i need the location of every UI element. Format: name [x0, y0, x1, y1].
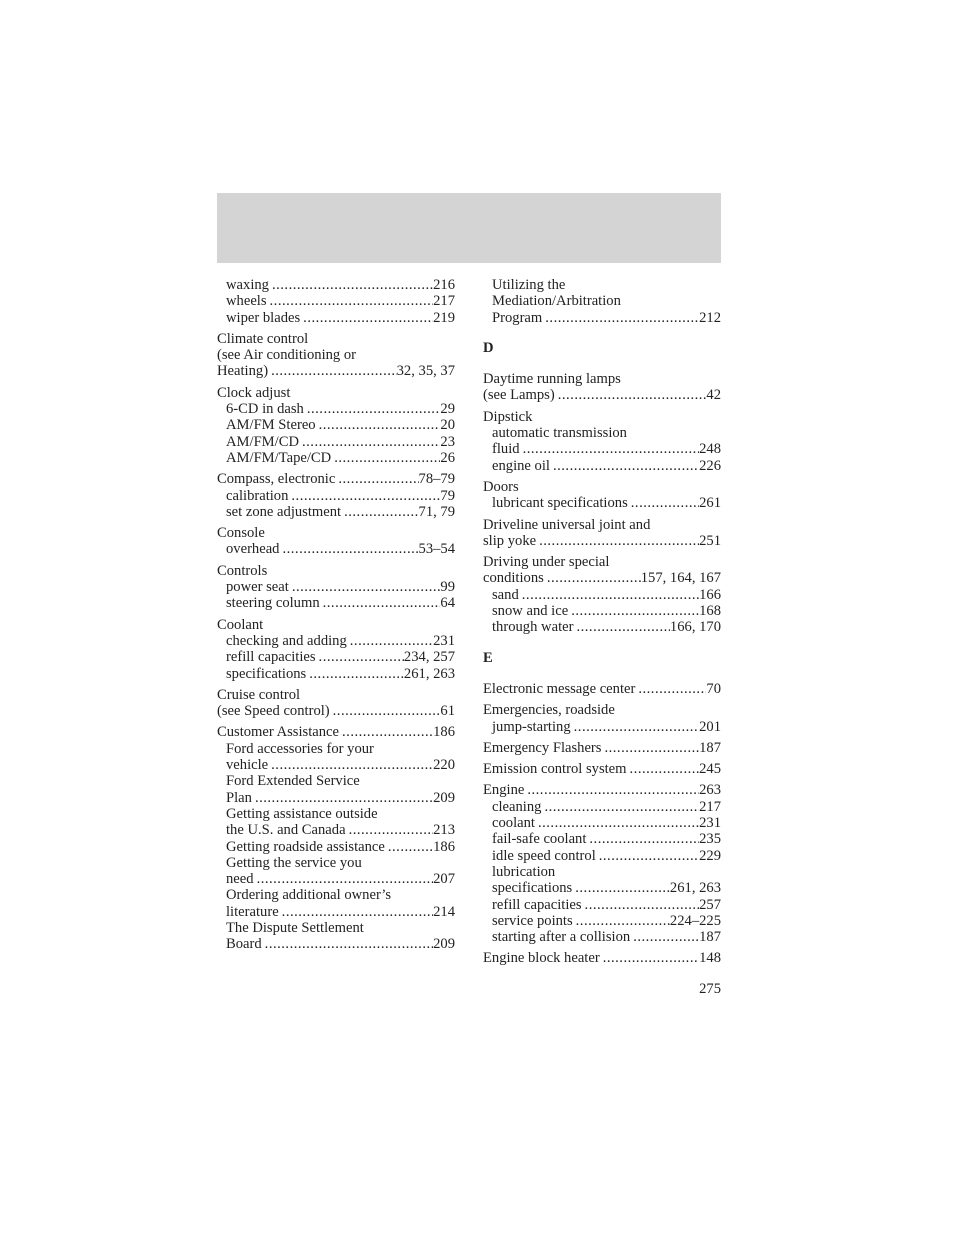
page-reference: 61: [440, 703, 455, 720]
index-subentry-line: [217, 277, 455, 293]
page-reference: 70: [706, 680, 721, 697]
entry-text: Emission control system: [483, 761, 627, 778]
index-subentry-line: [217, 293, 455, 309]
entry-text: Getting the service you: [226, 854, 362, 871]
page-reference: 64: [440, 595, 455, 612]
entry-text: Plan: [226, 789, 252, 806]
index-subentry-line: [483, 880, 721, 896]
index-entry: [483, 277, 721, 326]
entry-text: wheels: [226, 293, 267, 310]
index-entry-line: [483, 371, 721, 387]
entry-text: The Dispute Settlement: [226, 919, 364, 936]
index-subentry-line: [217, 839, 455, 855]
index-entry: [217, 563, 455, 612]
index-subentry-line: [483, 619, 721, 635]
index-subentry-line: [217, 855, 455, 871]
entry-text: specifications: [226, 665, 307, 682]
index-subentry-line: [217, 822, 455, 838]
entry-text: Emergencies, roadside: [483, 702, 615, 719]
entry-text: (see Air conditioning or: [217, 347, 357, 364]
index-subentry-line: [483, 277, 721, 293]
dot-leader: [582, 897, 700, 913]
page-reference: 78–79: [418, 471, 455, 488]
index-entry: [217, 471, 455, 520]
entry-text: Dipstick: [483, 408, 533, 425]
entry-text: specifications: [492, 880, 573, 897]
dot-leader: [316, 649, 404, 665]
entry-text: Ford accessories for your: [226, 740, 374, 757]
dot-leader: [568, 603, 699, 619]
index-entry-line: [483, 570, 721, 586]
index-subentry-line: [217, 806, 455, 822]
index-entry: [483, 702, 721, 735]
page-reference: 248: [699, 441, 721, 458]
page-reference: 32, 35, 37: [396, 363, 455, 380]
entry-text: Doors: [483, 478, 519, 495]
index-entry: [217, 385, 455, 466]
index-entry-line: [217, 617, 455, 633]
index-subentry-line: [217, 417, 455, 433]
index-entry: [217, 277, 455, 326]
section-letter: E: [483, 649, 493, 666]
entry-text: slip yoke: [483, 532, 537, 549]
index-entry: [483, 782, 721, 945]
entry-text: the U.S. and Canada: [226, 822, 346, 839]
entry-text: Customer Assistance: [217, 724, 340, 741]
page-reference: 20: [440, 417, 455, 434]
entry-text: Coolant: [217, 616, 264, 633]
index-subentry-line: [217, 757, 455, 773]
dot-leader: [268, 757, 433, 773]
index-subentry-line: [483, 310, 721, 326]
index-entry-line: [217, 525, 455, 541]
page-reference: 257: [699, 896, 721, 913]
entry-text: (see Lamps): [483, 387, 555, 404]
entry-text: Controls: [217, 562, 268, 579]
index-entry: [483, 681, 721, 697]
entry-text: Driveline universal joint and: [483, 516, 651, 533]
index-subentry-line: [217, 541, 455, 557]
entry-text: idle speed control: [492, 847, 596, 864]
dot-leader: [262, 936, 433, 952]
entry-text: Heating): [217, 363, 269, 380]
entry-text: Climate control: [217, 330, 309, 347]
dot-leader: [520, 441, 700, 457]
dot-leader: [385, 839, 433, 855]
index-subentry-line: [483, 864, 721, 880]
index-subentry-line: [217, 666, 455, 682]
entry-text: lubrication: [492, 863, 556, 880]
page-reference: 261: [699, 495, 721, 512]
entry-text: literature: [226, 903, 279, 920]
index-subentry-line: [217, 773, 455, 789]
index-subentry-line: [217, 488, 455, 504]
dot-leader: [304, 401, 441, 417]
entry-text: Compass, electronic: [217, 471, 336, 488]
dot-leader: [339, 724, 433, 740]
page-reference: 209: [433, 789, 455, 806]
dot-leader: [572, 880, 670, 896]
index-subentry-line: [217, 790, 455, 806]
dot-leader: [341, 504, 418, 520]
index-subentry-line: [483, 897, 721, 913]
page-reference: 234, 257: [403, 649, 455, 666]
entry-text: AM/FM/CD: [226, 433, 299, 450]
dot-leader: [320, 595, 441, 611]
entry-text: fail-safe coolant: [492, 831, 587, 848]
page-reference: 166, 170: [669, 619, 721, 636]
entry-text: refill capacities: [226, 649, 316, 666]
dot-leader: [331, 450, 440, 466]
entry-text: AM/FM Stereo: [226, 417, 316, 434]
page-reference: 229: [699, 847, 721, 864]
index-subentry-line: [217, 310, 455, 326]
index-entry-line: [483, 517, 721, 533]
index-entry: [217, 687, 455, 720]
index-entry-line: [483, 409, 721, 425]
index-entry: [483, 761, 721, 777]
dot-leader: [535, 815, 699, 831]
index-entry-line: [483, 387, 721, 403]
index-subentry-line: [483, 495, 721, 511]
index-column-left: [217, 277, 455, 958]
dot-leader: [279, 541, 418, 557]
index-subentry-line: [217, 904, 455, 920]
dot-leader: [288, 488, 440, 504]
dot-leader: [600, 950, 699, 966]
dot-leader: [635, 681, 706, 697]
page-number: 275: [699, 981, 721, 997]
dot-leader: [300, 310, 433, 326]
dot-leader: [586, 831, 699, 847]
index-subentry-line: [483, 929, 721, 945]
index-subentry-line: [483, 719, 721, 735]
index-subentry-line: [217, 633, 455, 649]
page-reference: 217: [433, 293, 455, 310]
entry-text: Emergency Flashers: [483, 739, 602, 756]
page-reference: 99: [440, 579, 455, 596]
dot-leader: [316, 417, 441, 433]
entry-text: lubricant specifications: [492, 495, 628, 512]
page-reference: 157, 164, 167: [640, 570, 721, 587]
page-reference: 187: [699, 739, 721, 756]
index-entry: [217, 525, 455, 558]
entry-text: waxing: [226, 277, 269, 293]
index-entry-line: [483, 740, 721, 756]
page-reference: 209: [433, 936, 455, 953]
index-subentry-line: [483, 441, 721, 457]
dot-leader: [536, 533, 699, 549]
index-column-right: [483, 277, 721, 972]
index-subentry-line: [483, 848, 721, 864]
page-reference: 224–225: [669, 912, 721, 929]
page-reference: 79: [440, 487, 455, 504]
dot-leader: [524, 782, 699, 798]
entry-text: jump-starting: [492, 718, 571, 735]
index-entry-line: [483, 702, 721, 718]
page-reference: 26: [440, 449, 455, 466]
page-reference: 166: [699, 586, 721, 603]
index-subentry-line: [217, 649, 455, 665]
dot-leader: [299, 434, 440, 450]
index-subentry-line: [483, 587, 721, 603]
entry-text: wiper blades: [226, 309, 301, 326]
index-entry: [483, 479, 721, 512]
page-reference: 261, 263: [669, 880, 721, 897]
page-reference: 231: [433, 632, 455, 649]
index-subentry-line: [217, 887, 455, 903]
page-reference: 245: [699, 761, 721, 778]
dot-leader: [330, 703, 441, 719]
index-entry: [217, 331, 455, 380]
index-entry-line: [217, 724, 455, 740]
dot-leader: [269, 277, 433, 293]
dot-leader: [519, 587, 699, 603]
entry-text: Daytime running lamps: [483, 371, 621, 388]
index-entry-line: [217, 563, 455, 579]
entry-text: Electronic message center: [483, 680, 636, 697]
entry-text: Engine: [483, 782, 525, 799]
index-entry-line: [483, 950, 721, 966]
dot-leader: [630, 929, 699, 945]
dot-leader: [555, 387, 707, 403]
entry-text: coolant: [492, 815, 535, 832]
page-reference: 235: [699, 831, 721, 848]
index-subentry-line: [217, 579, 455, 595]
index-subentry-line: [483, 425, 721, 441]
entry-text: calibration: [226, 487, 289, 504]
dot-leader: [254, 871, 434, 887]
dot-leader: [596, 848, 699, 864]
entry-text: AM/FM/Tape/CD: [226, 449, 332, 466]
entry-text: power seat: [226, 579, 289, 596]
index-subentry-line: [217, 741, 455, 757]
dot-leader: [289, 579, 441, 595]
dot-leader: [335, 471, 418, 487]
index-subentry-line: [217, 401, 455, 417]
entry-text: refill capacities: [492, 896, 582, 913]
entry-text: set zone adjustment: [226, 503, 342, 520]
index-subentry-line: [483, 458, 721, 474]
index-entry-line: [483, 554, 721, 570]
dot-leader: [306, 666, 404, 682]
index-entry: [483, 740, 721, 756]
dot-leader: [347, 633, 433, 649]
entry-text: Board: [226, 936, 262, 953]
page-reference: 53–54: [418, 541, 455, 558]
page-reference: 251: [699, 532, 721, 549]
dot-leader: [268, 363, 397, 379]
index-subentry-line: [217, 595, 455, 611]
page-reference: 187: [699, 929, 721, 946]
entry-text: (see Speed control): [217, 703, 330, 720]
index-subentry-line: [217, 434, 455, 450]
dot-leader: [628, 495, 699, 511]
index-entry-line: [217, 471, 455, 487]
index-entry-line: [483, 761, 721, 777]
page-reference: 42: [706, 387, 721, 404]
page-reference: 212: [699, 309, 721, 326]
page-reference: 148: [699, 950, 721, 967]
page-reference: 186: [433, 724, 455, 741]
page-reference: 261, 263: [403, 665, 455, 682]
index-entry: [483, 371, 721, 404]
dot-leader: [571, 719, 699, 735]
index-entry-line: [217, 385, 455, 401]
index-entry-line: [483, 681, 721, 697]
dot-leader: [544, 570, 641, 586]
entry-text: steering column: [226, 595, 320, 612]
entry-text: through water: [492, 619, 574, 636]
index-entry-line: [483, 782, 721, 798]
dot-leader: [541, 799, 699, 815]
dot-leader: [573, 619, 669, 635]
entry-text: Console: [217, 525, 265, 542]
entry-text: Mediation/Arbitration: [492, 293, 621, 310]
index-subentry-line: [483, 603, 721, 619]
entry-text: vehicle: [226, 757, 269, 774]
entry-text: Engine block heater: [483, 950, 600, 967]
index-entry: [217, 724, 455, 952]
index-subentry-line: [217, 504, 455, 520]
page-reference: 220: [433, 757, 455, 774]
index-entry-line: [217, 687, 455, 703]
entry-text: Driving under special: [483, 554, 610, 571]
index-entry: [483, 517, 721, 550]
index-entry: [483, 409, 721, 474]
page-reference: 201: [699, 718, 721, 735]
page-reference: 23: [440, 433, 455, 450]
page-reference: 231: [699, 815, 721, 832]
dot-leader: [252, 790, 433, 806]
page-reference: 168: [699, 603, 721, 620]
dot-leader: [267, 293, 434, 309]
page-reference: 214: [433, 903, 455, 920]
page-reference: 207: [433, 871, 455, 888]
page-reference: 186: [433, 838, 455, 855]
index-entry-line: [217, 703, 455, 719]
entry-text: service points: [492, 912, 573, 929]
page-reference: 263: [699, 782, 721, 799]
entry-text: checking and adding: [226, 632, 347, 649]
entry-text: Ford Extended Service: [226, 773, 360, 790]
index-subentry-line: [217, 871, 455, 887]
page-reference: 29: [440, 401, 455, 418]
entry-text: Ordering additional owner’s: [226, 887, 392, 904]
index-subentry-line: [483, 799, 721, 815]
entry-text: need: [226, 871, 254, 888]
entry-text: Getting assistance outside: [226, 805, 378, 822]
entry-text: automatic transmission: [492, 425, 627, 442]
entry-text: 6-CD in dash: [226, 401, 304, 418]
entry-text: conditions: [483, 570, 544, 587]
index-subentry-line: [483, 293, 721, 309]
page-reference: 217: [699, 798, 721, 815]
index-entry: [483, 950, 721, 966]
dot-leader: [573, 913, 670, 929]
entry-text: overhead: [226, 541, 280, 558]
page-reference: 213: [433, 822, 455, 839]
index-entry-line: [217, 331, 455, 347]
index-subentry-line: [217, 450, 455, 466]
entry-text: Utilizing the: [492, 277, 566, 293]
index-subentry-line: [217, 920, 455, 936]
page-reference: 71, 79: [418, 503, 455, 520]
section-letter: D: [483, 339, 494, 356]
index-entry-line: [217, 347, 455, 363]
entry-text: snow and ice: [492, 603, 569, 620]
index-subentry-line: [483, 831, 721, 847]
entry-text: starting after a collision: [492, 929, 631, 946]
entry-text: Program: [492, 309, 543, 326]
dot-leader: [346, 822, 434, 838]
header-band: [217, 193, 721, 263]
index-entry-line: [483, 533, 721, 549]
entry-text: Cruise control: [217, 686, 301, 703]
entry-text: cleaning: [492, 798, 542, 815]
entry-text: engine oil: [492, 457, 550, 474]
entry-text: sand: [492, 586, 519, 603]
entry-text: fluid: [492, 441, 520, 458]
dot-leader: [279, 904, 433, 920]
dot-leader: [627, 761, 700, 777]
entry-text: Getting roadside assistance: [226, 838, 385, 855]
index-entry: [483, 554, 721, 635]
index-entry: [217, 617, 455, 682]
page-reference: 226: [699, 457, 721, 474]
dot-leader: [542, 310, 699, 326]
index-subentry-line: [483, 815, 721, 831]
dot-leader: [550, 458, 699, 474]
dot-leader: [601, 740, 699, 756]
index-subentry-line: [217, 936, 455, 952]
index-subentry-line: [483, 913, 721, 929]
index-entry-line: [483, 479, 721, 495]
page-reference: 219: [433, 309, 455, 326]
entry-text: Clock adjust: [217, 384, 291, 401]
page-reference: 216: [433, 277, 455, 293]
index-entry-line: [217, 363, 455, 379]
